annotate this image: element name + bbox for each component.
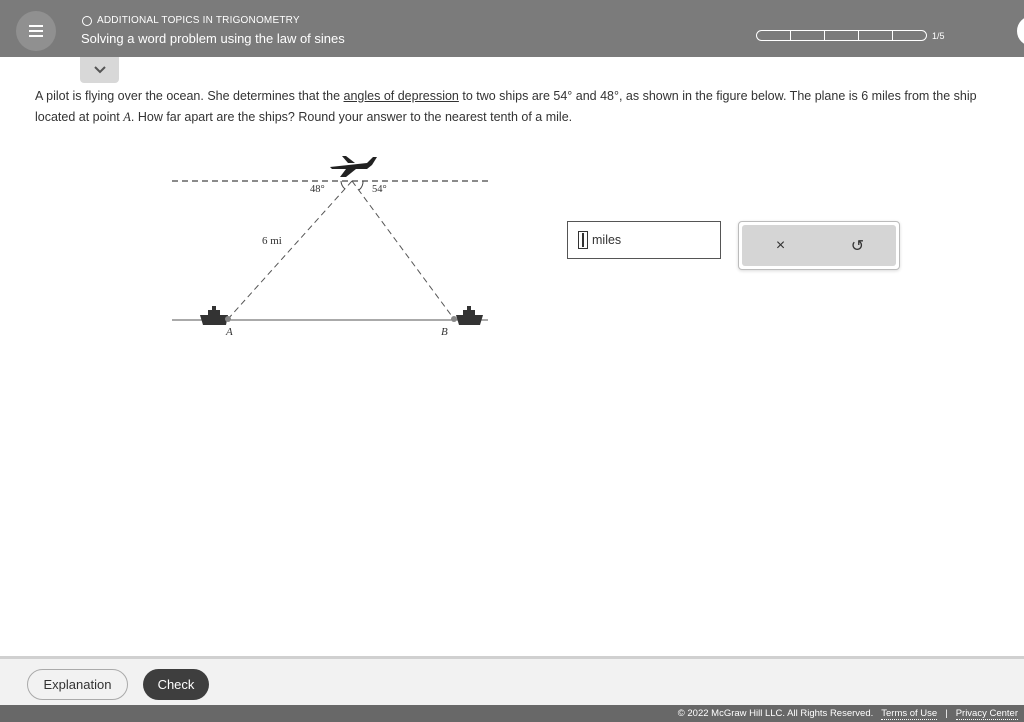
point-a-dot xyxy=(225,316,231,322)
progress-segment xyxy=(892,30,927,41)
copyright-text: © 2022 McGraw Hill LLC. All Rights Reserved. xyxy=(677,708,874,719)
menu-button[interactable] xyxy=(16,11,56,51)
clear-button[interactable] xyxy=(761,231,801,261)
answer-input[interactable] xyxy=(567,221,721,259)
definition-link[interactable]: angles of depression xyxy=(343,89,459,103)
ship-a-icon xyxy=(200,306,228,325)
sight-line-b xyxy=(352,181,454,319)
point-label: A xyxy=(123,110,131,124)
progress-segment xyxy=(824,30,859,41)
undo-icon: ↺ xyxy=(850,237,865,255)
question-text xyxy=(35,86,1020,128)
tools-panel xyxy=(742,225,896,266)
answer-unit: miles xyxy=(592,233,622,247)
triangle-figure xyxy=(160,150,495,350)
point-b-label: B xyxy=(441,326,448,338)
side-length-label: 6 mi xyxy=(262,235,282,247)
expand-tab[interactable] xyxy=(80,57,119,83)
close-icon: × xyxy=(775,236,786,254)
progress-bar xyxy=(756,30,945,41)
angle-label-left: 48° xyxy=(310,184,325,195)
terms-link[interactable]: Terms of Use xyxy=(881,707,938,719)
question-part: . How far apart are the ships? Round your answer to the nearest tenth of a mile. xyxy=(130,110,573,124)
ship-b-icon xyxy=(456,306,483,325)
sight-line-a xyxy=(228,181,352,319)
hamburger-icon xyxy=(29,30,43,32)
page-title: Solving a word problem using the law of sines xyxy=(81,31,345,46)
legal-bar xyxy=(0,705,1024,722)
airplane-icon xyxy=(330,156,377,177)
footer xyxy=(0,656,1024,705)
help-button[interactable] xyxy=(1015,14,1024,48)
progress-count: 1/5 xyxy=(932,30,945,41)
hamburger-icon xyxy=(29,25,43,27)
check-button[interactable]: Check xyxy=(143,669,209,700)
topic-heading xyxy=(82,15,300,26)
progress-segment xyxy=(790,30,825,41)
input-cursor-icon xyxy=(578,231,588,249)
header xyxy=(0,0,1024,57)
privacy-link[interactable]: Privacy Center xyxy=(955,707,1018,719)
point-a-label: A xyxy=(226,326,233,338)
explanation-button[interactable]: Explanation xyxy=(27,669,128,700)
undo-button[interactable] xyxy=(838,231,878,261)
topic-label: ADDITIONAL TOPICS IN TRIGONOMETRY xyxy=(97,15,300,26)
angle-arc-left xyxy=(341,181,345,189)
angle-label-right: 54° xyxy=(372,184,387,195)
progress-segment xyxy=(858,30,893,41)
figure-svg xyxy=(160,150,495,345)
angle-arc-right xyxy=(359,181,363,190)
point-b-dot xyxy=(451,316,457,322)
hamburger-icon xyxy=(29,35,43,37)
answer-tools xyxy=(738,221,900,270)
question-part: A pilot is flying over the ocean. She determines that the xyxy=(35,89,344,103)
question-part: to two ships are 54° and 48°, as shown in the figure below. The plane is 6 miles from the ship located at point xyxy=(35,89,977,124)
progress-segment xyxy=(756,30,791,41)
separator: | xyxy=(945,708,948,719)
circle-icon xyxy=(82,16,92,26)
chevron-down-icon xyxy=(93,65,107,75)
